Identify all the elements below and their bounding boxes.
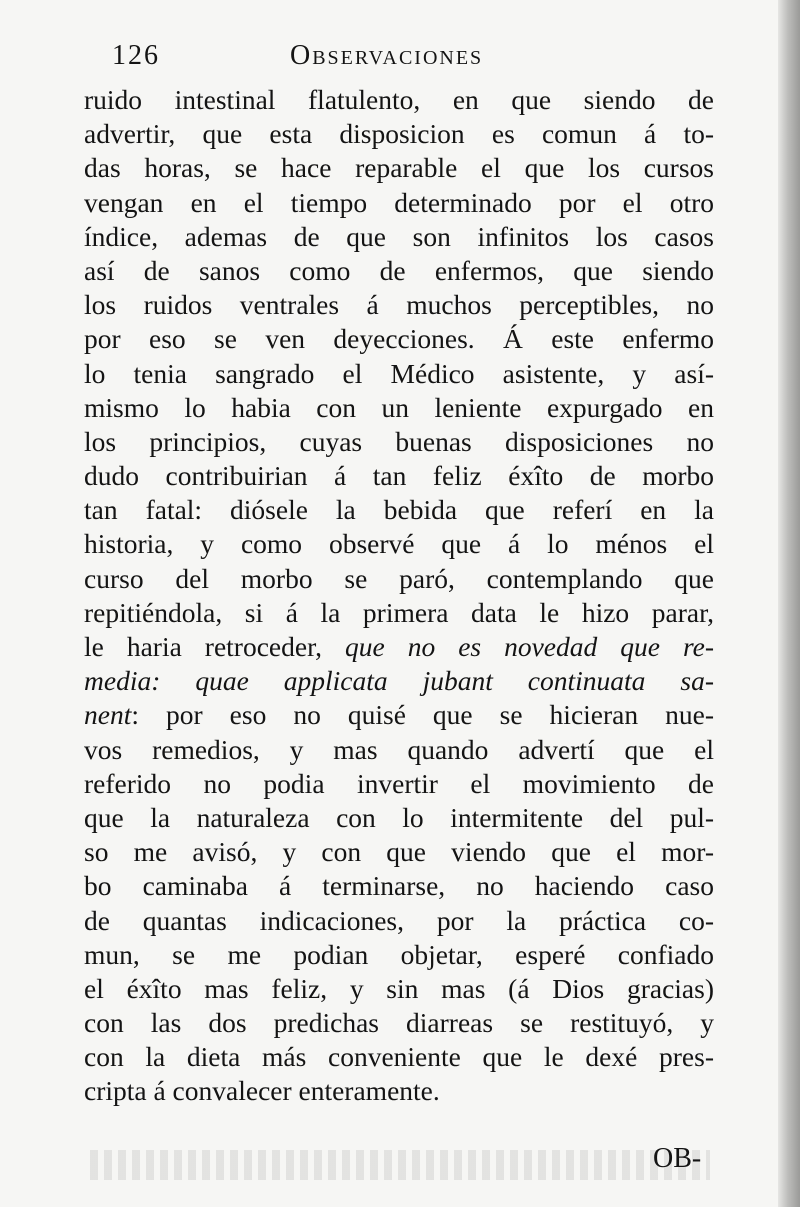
text-line: con las dos predichas diarreas se restituyó, y xyxy=(84,1007,714,1039)
running-title: Observaciones xyxy=(290,40,484,71)
text-line-mixed xyxy=(84,698,714,732)
text-line: advertir, que esta disposicion es comun á to- xyxy=(84,118,714,150)
text-line: so me avisó, y con que viendo que el mor- xyxy=(84,836,714,868)
text-line: lo tenia sangrado el Médico asistente, y así- xyxy=(84,357,714,389)
italic-run: nent xyxy=(84,699,132,731)
text-line: así de sanos como de enfermos, que siendo xyxy=(84,254,714,286)
text-line: el éxîto mas feliz, y sin mas (á Dios gracias) xyxy=(84,972,714,1004)
text-line: cripta á convalecer enteramente. xyxy=(84,1075,440,1107)
text-line: índice, ademas de que son infinitos los casos xyxy=(84,220,714,252)
text-line: ruido intestinal flatulento, en que siendo de xyxy=(84,84,714,115)
roman-run: : por eso no quisé que se hicieran nue- xyxy=(131,699,714,731)
text-line: referido no podia invertir el movimiento de xyxy=(84,767,714,799)
text-line: con la dieta más conveniente que le dexé pres- xyxy=(84,1041,714,1073)
text-line: repitiéndola, si á la primera data le hizo parar, xyxy=(84,596,714,628)
text-line: vos remedios, y mas quando advertí que el xyxy=(84,733,714,765)
text-line: dudo contribuirian á tan feliz éxîto de morbo xyxy=(84,460,714,492)
text-line: vengan en el tiempo determinado por el otro xyxy=(84,186,714,218)
text-line: curso del morbo se paró, contemplando que xyxy=(84,562,714,594)
text-line: por eso se ven deyecciones. Á este enfermo xyxy=(84,323,714,355)
italic-run: media: quae applicata jubant continuata sa- xyxy=(84,665,714,697)
text-line: mismo lo habia con un leniente expurgado en xyxy=(84,391,714,423)
text-line: mun, se me podian objetar, esperé confiado xyxy=(84,938,714,970)
text-line: los principios, cuyas buenas disposiciones no xyxy=(84,425,714,457)
text-line: los ruidos ventrales á muchos perceptibles, no xyxy=(84,289,714,321)
page-gutter-shadow xyxy=(778,0,800,1207)
body-text xyxy=(84,83,714,1109)
text-line: bo caminaba á terminarse, no haciendo caso xyxy=(84,870,714,902)
show-through-bleed xyxy=(90,1150,710,1180)
text-line-mixed xyxy=(84,630,714,664)
catchword: OB- xyxy=(653,1143,702,1174)
roman-run: le haria retroceder, xyxy=(84,631,345,662)
italic-run: que no es novedad que re- xyxy=(345,631,714,662)
text-line: historia, y como observé que á lo ménos el xyxy=(84,528,714,560)
text-line: tan fatal: diósele la bebida que referí en la xyxy=(84,494,714,526)
page-header xyxy=(112,38,532,82)
text-line: que la naturaleza con lo intermitente del pul- xyxy=(84,801,714,833)
page-number: 126 xyxy=(112,40,160,71)
text-line-italic xyxy=(84,664,714,698)
text-line: das horas, se hace reparable el que los cursos xyxy=(84,152,714,184)
text-line: de quantas indicaciones, por la práctica co- xyxy=(84,904,714,936)
